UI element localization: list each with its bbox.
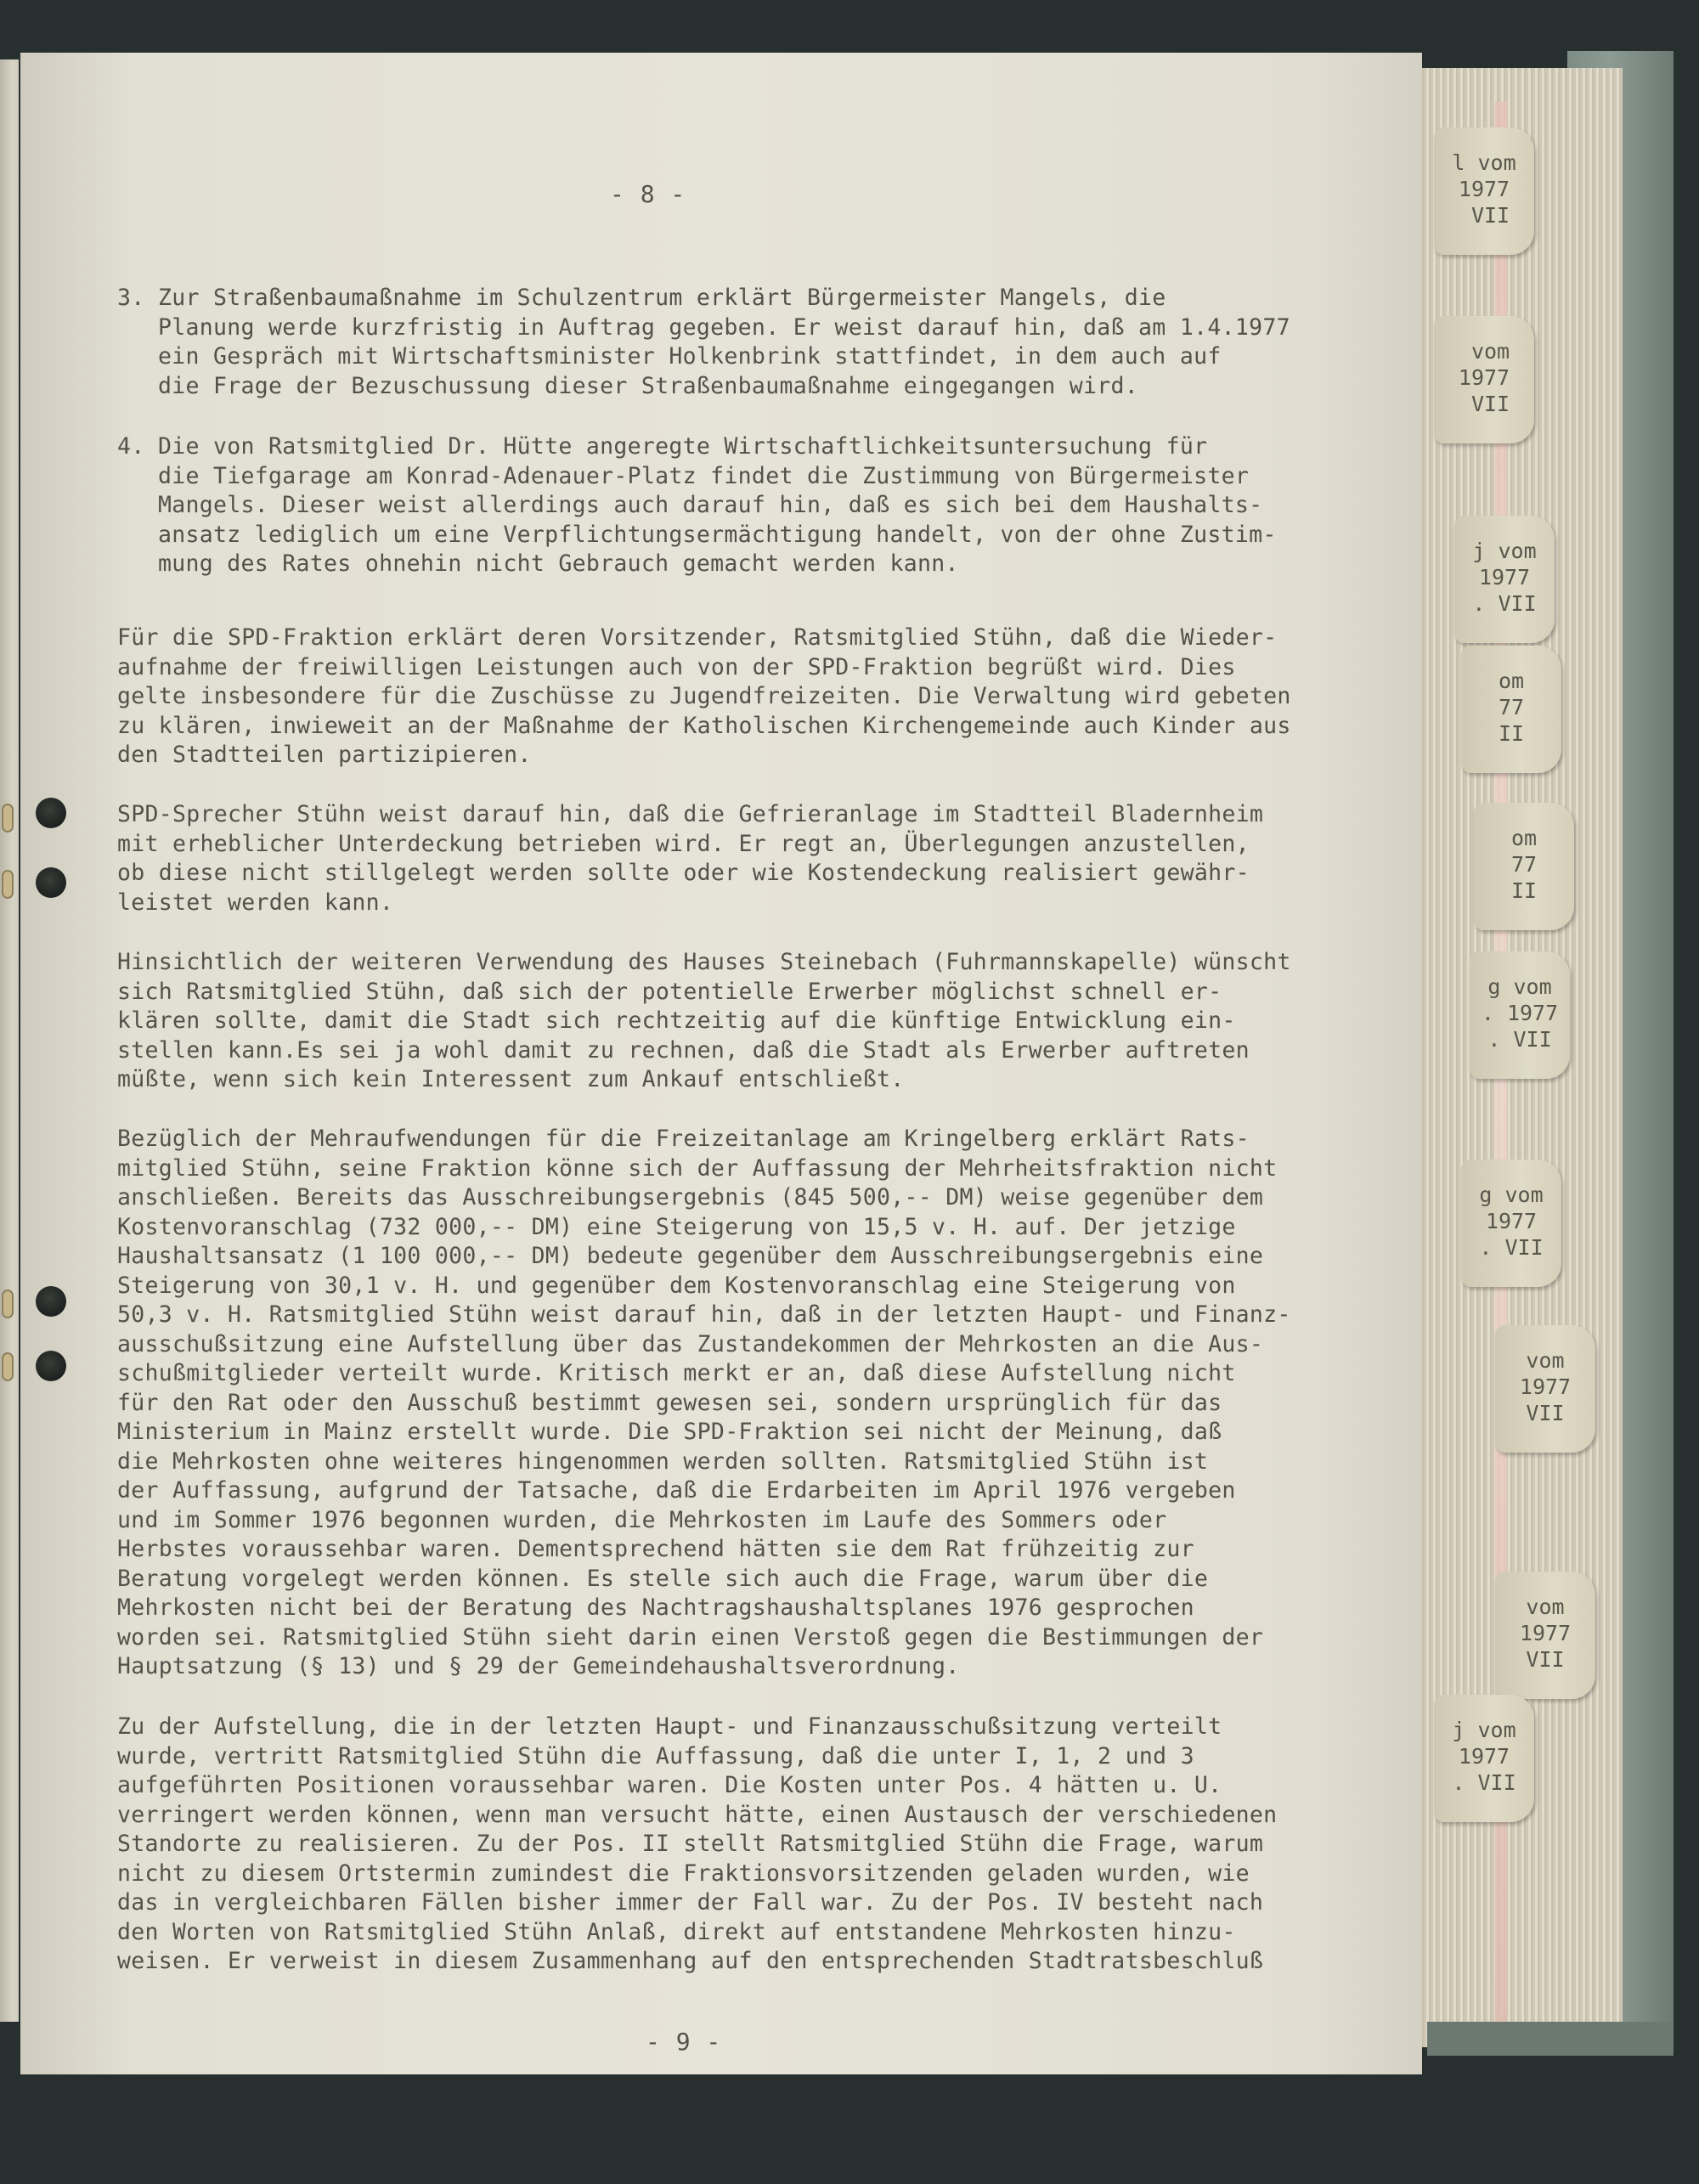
paragraph-line: Hinsichtlich der weiteren Verwendung des Hauses Steinebach (Fuhrmannskapelle) wünscht <box>117 949 1291 975</box>
paragraph-line: Zu der Aufstellung, die in der letzten Haupt- und Finanzausschußsitzung verteilt <box>117 1713 1222 1740</box>
paragraph-line: Beratung vorgelegt werden können. Es stelle sich auch die Frage, warum über die <box>117 1565 1209 1592</box>
book-cover-bottom <box>1427 2022 1674 2056</box>
paragraph-line: schußmitglieder verteilt wurde. Kritisch merkt er an, daß diese Aufstellung nicht <box>117 1360 1236 1386</box>
paragraph-line: Bezüglich der Mehraufwendungen für die Freizeitanlage am Kringelberg erklärt Rats- <box>117 1126 1250 1152</box>
paragraph-line: das in vergleichbaren Fällen bisher immer der Fall war. Zu der Pos. IV besteht nach <box>117 1889 1264 1916</box>
paragraph-line: Standorte zu realisieren. Zu der Pos. II stellt Ratsmitglied Stühn die Frage, warum <box>117 1831 1264 1857</box>
list-item-line: Planung werde kurzfristig in Auftrag gegeben. Er weist darauf hin, daß am 1.4.1977 <box>158 313 1290 341</box>
index-tab[interactable]: om 77 II <box>1461 646 1561 773</box>
index-tab[interactable]: g vom 1977 . VII <box>1461 1160 1561 1287</box>
index-tab[interactable]: om 77 II <box>1474 803 1574 930</box>
paragraph-line: wurde, vertritt Ratsmitglied Stühn die Auffassung, daß die unter I, 1, 2 und 3 <box>117 1742 1194 1769</box>
page-number-header: - 8 - <box>610 180 686 208</box>
paragraph-line: verringert werden können, wenn man versucht hätte, einen Austausch der verschiedenen <box>117 1801 1278 1828</box>
paragraph-line: ob diese nicht stillgelegt werden sollte oder wie Kostendeckung realisiert gewähr- <box>117 860 1250 886</box>
list-item-number: 3. <box>117 285 145 311</box>
binder-ring <box>2 1352 14 1381</box>
paragraph-line: mit erheblicher Unterdeckung betrieben wird. Er regt an, Überlegungen anzustellen, <box>117 830 1250 857</box>
paragraph-line: den Stadtteilen partizipieren. <box>117 742 532 768</box>
paragraph-line: müßte, wenn sich kein Interessent zum Ankauf entschließt. <box>117 1066 905 1092</box>
paragraph-line: die Mehrkosten ohne weiteres hingenommen werden sollten. Ratsmitglied Stühn ist <box>117 1448 1209 1475</box>
paragraph-line: aufgeführten Positionen voraussehbar waren. Die Kosten unter Pos. 4 hätten u. U. <box>117 1772 1222 1798</box>
list-item-line: Mangels. Dieser weist allerdings auch darauf hin, daß es sich bei dem Haushalts- <box>158 492 1263 518</box>
paragraph-line: Haushaltsansatz (1 100 000,-- DM) bedeute gegenüber dem Ausschreibungsergebnis eine <box>117 1243 1264 1269</box>
paragraph-line: klären sollte, damit die Stadt sich rechtzeitig auf die künftige Entwicklung ein- <box>117 1007 1236 1034</box>
paragraph-line: zu klären, inwieweit an der Maßnahme der Katholischen Kirchengemeinde auch Kinder aus <box>117 712 1291 739</box>
binder-ring <box>2 1290 14 1318</box>
list-item-line: Zur Straßenbaumaßnahme im Schulzentrum erklärt Bürgermeister Mangels, die <box>158 285 1166 311</box>
paragraph-freizeitanlage-kringelberg <box>117 1125 1374 1682</box>
previous-page-edge <box>0 59 19 2022</box>
paragraph-line: gelte insbesondere für die Zuschüsse zu Jugendfreizeiten. Die Verwaltung wird gebeten <box>117 683 1291 709</box>
page-number-footer: - 9 - <box>646 2028 722 2056</box>
index-tab[interactable]: j vom 1977 . VII <box>1434 1695 1534 1822</box>
paragraph-line: mitglied Stühn, seine Fraktion könne sich der Auffassung der Mehrheitsfraktion nicht <box>117 1154 1278 1182</box>
paragraph-line: stellen kann.Es sei ja wohl damit zu rechnen, daß die Stadt als Erwerber auftreten <box>117 1036 1250 1064</box>
index-tab[interactable]: vom 1977 VII <box>1434 316 1534 443</box>
paragraph-line: und im Sommer 1976 begonnen wurden, die Mehrkosten im Laufe des Sommers oder <box>117 1506 1167 1533</box>
paragraph-line: den Worten von Ratsmitglied Stühn Anlaß, direkt auf entstandene Mehrkosten hinzu- <box>117 1918 1236 1945</box>
paragraph-line: für den Rat oder den Ausschuß bestimmt gewesen sei, sondern ursprünglich für das <box>117 1389 1222 1416</box>
index-tab[interactable]: g vom . 1977 . VII <box>1470 951 1570 1079</box>
index-tab[interactable]: j vom 1977 . VII <box>1454 516 1555 643</box>
paragraph-line: nicht zu diesem Ortstermin zumindest die Fraktionsvorsitzenden geladen wurden, wie <box>117 1860 1250 1887</box>
paragraph-line: Mehrkosten nicht bei der Beratung des Nachtragshaushaltsplanes 1976 gesprochen <box>117 1594 1194 1621</box>
paragraph-line: Kostenvoranschlag (732 000,-- DM) eine Steigerung von 15,5 v. H. auf. Der jetzige <box>117 1213 1236 1240</box>
punch-hole <box>36 1286 66 1317</box>
list-item-line: die Frage der Bezuschussung dieser Straßenbaumaßnahme eingegangen wird. <box>158 372 1139 399</box>
list-item-3 <box>117 284 1374 401</box>
paragraph-line: Hauptsatzung (§ 13) und § 29 der Gemeindehaushaltsverordnung. <box>117 1653 960 1679</box>
paragraph-gefrieranlage <box>117 800 1374 917</box>
index-tab[interactable]: l vom 1977 VII <box>1434 127 1534 255</box>
paragraph-aufstellung-positionen <box>117 1713 1374 1977</box>
paragraph-line: ausschußsitzung eine Aufstellung über das Zustandekommen der Mehrkosten an die Aus- <box>117 1330 1264 1357</box>
punch-hole <box>36 1351 66 1381</box>
paragraph-line: SPD-Sprecher Stühn weist darauf hin, daß die Gefrieranlage im Stadtteil Bladernheim <box>117 801 1264 827</box>
paragraph-line: worden sei. Ratsmitglied Stühn sieht darin einen Verstoß gegen die Bestimmungen der <box>117 1623 1264 1651</box>
paragraph-line: Ministerium in Mainz erstellt wurde. Die SPD-Fraktion sei nicht der Meinung, daß <box>117 1419 1222 1445</box>
paragraph-line: der Auffassung, aufgrund der Tatsache, daß die Erdarbeiten im April 1976 vergeben <box>117 1477 1236 1504</box>
index-tab[interactable]: vom 1977 VII <box>1495 1325 1595 1453</box>
list-item-number: 4. <box>117 433 145 460</box>
list-item-line: ein Gespräch mit Wirtschaftsminister Holkenbrink stattfindet, in dem auch auf <box>158 343 1222 370</box>
paragraph-line: aufnahme der freiwilligen Leistungen auch von der SPD-Fraktion begrüßt wird. Dies <box>117 653 1236 680</box>
index-tab[interactable]: vom 1977 VII <box>1495 1572 1595 1699</box>
list-item-line: mung des Rates ohnehin nicht Gebrauch gemacht werden kann. <box>158 550 959 577</box>
binder-ring <box>2 804 14 832</box>
paragraph-line: weisen. Er verweist in diesem Zusammenhang auf den entsprechenden Stadtratsbeschluß <box>117 1948 1264 1974</box>
paragraph-line: Für die SPD-Fraktion erklärt deren Vorsitzender, Ratsmitglied Stühn, daß die Wieder- <box>117 624 1278 651</box>
list-item-4 <box>117 432 1374 579</box>
list-item-line: Die von Ratsmitglied Dr. Hütte angeregte Wirtschaftlichkeitsuntersuchung für <box>158 433 1208 460</box>
paragraph-line: leistet werden kann. <box>117 889 394 916</box>
paragraph-haus-steinebach <box>117 948 1374 1095</box>
paragraph-line: Steigerung von 30,1 v. H. und gegenüber dem Kostenvoranschlag eine Steigerung von <box>117 1272 1236 1299</box>
paragraph-line: 50,3 v. H. Ratsmitglied Stühn weist darauf hin, daß in der letzten Haupt- und Finanz- <box>117 1301 1291 1328</box>
paragraph-line: sich Ratsmitglied Stühn, daß sich der potentielle Erwerber möglichst schnell er- <box>117 978 1222 1005</box>
punch-hole <box>36 798 66 828</box>
list-item-line: die Tiefgarage am Konrad-Adenauer-Platz findet die Zustimmung von Bürgermeister <box>158 462 1250 489</box>
paragraph-spd-freiwillige-leistungen <box>117 624 1374 770</box>
paragraph-line: anschließen. Bereits das Ausschreibungsergebnis (845 500,-- DM) weise gegenüber dem <box>117 1184 1264 1211</box>
punch-hole <box>36 867 66 898</box>
list-item-line: ansatz lediglich um eine Verpflichtungsermächtigung handelt, von der ohne Zustim- <box>158 521 1277 548</box>
binder-ring <box>2 870 14 899</box>
paragraph-line: Herbstes voraussehbar waren. Dementsprechend hätten sie dem Rat frühzeitig zur <box>117 1536 1194 1562</box>
